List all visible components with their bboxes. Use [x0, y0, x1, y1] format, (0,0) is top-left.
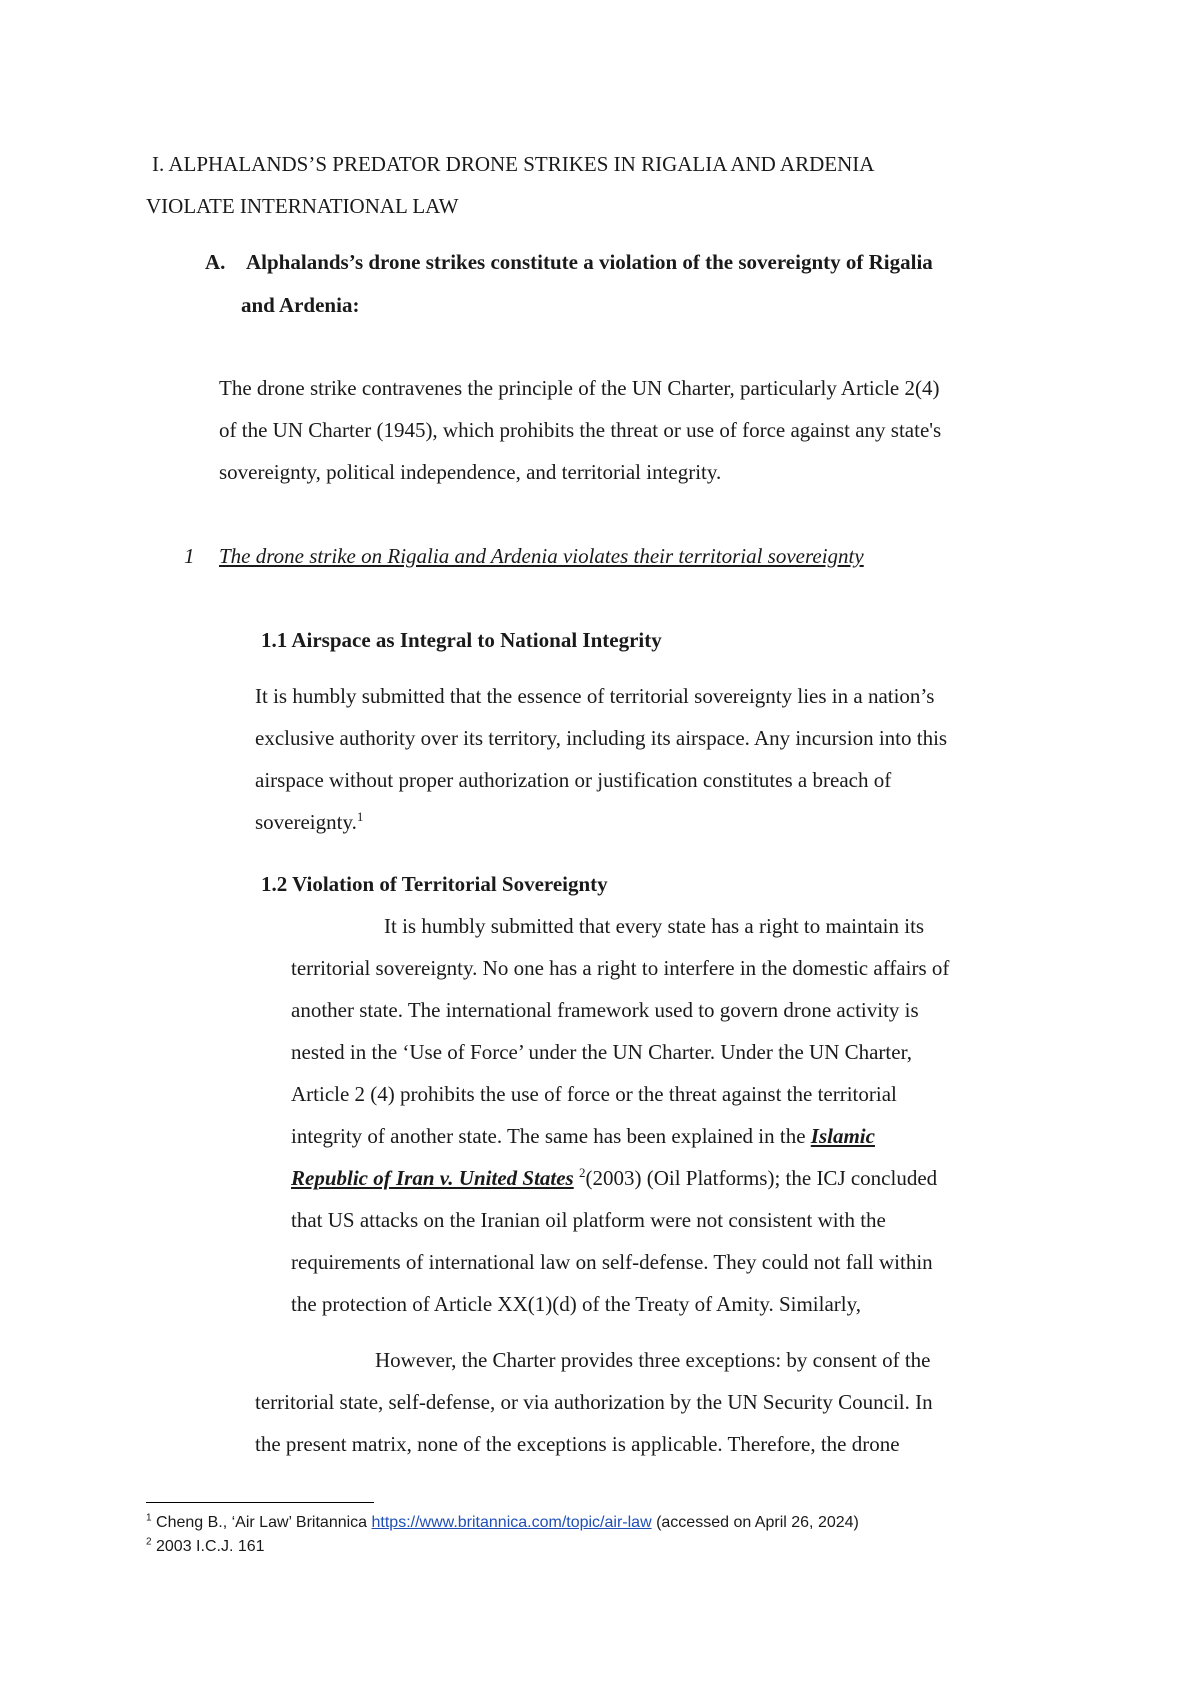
- exceptions-para-line-3: the present matrix, none of the exceptions is applicable. Therefore, the drone: [255, 1432, 900, 1456]
- intro-para-line-2: of the UN Charter (1945), which prohibits the threat or use of force against any state's: [219, 418, 942, 442]
- heading-line-1: I. ALPHALANDS’S PREDATOR DRONE STRIKES IN RIGALIA AND ARDENIA: [152, 152, 875, 176]
- exceptions-para-line-1: However, the Charter provides three exceptions: by consent of the: [375, 1348, 931, 1372]
- footnote-separator: [146, 1502, 374, 1503]
- section-a-title-line-2: and Ardenia:: [241, 293, 360, 317]
- exceptions-para-line-2: territorial state, self-defense, or via authorization by the UN Security Council. In: [255, 1390, 933, 1414]
- section-1-2-line-10: the protection of Article XX(1)(d) of the Treaty of Amity. Similarly,: [291, 1292, 862, 1316]
- case-name-part-2: Republic of Iran v. United States: [291, 1166, 574, 1190]
- footnote-ref-2[interactable]: 2: [578, 1165, 586, 1180]
- subheading-1-title: The drone strike on Rigalia and Ardenia violates their territorial sovereignty: [219, 544, 864, 568]
- section-1-1-line-4: [255, 808, 363, 836]
- footnote-2-text: 2003 I.C.J. 161: [151, 1538, 265, 1555]
- section-1-2-line-6-text: integrity of another state. The same has been explained in the: [291, 1124, 811, 1148]
- section-1-2-title: 1.2 Violation of Territorial Sovereignty: [261, 872, 608, 896]
- section-1-2-line-7-text: (2003) (Oil Platforms); the ICJ concluded: [585, 1166, 938, 1190]
- section-a-marker: A.: [205, 250, 226, 274]
- section-1-2-line-5: Article 2 (4) prohibits the use of force or the threat against the territorial: [291, 1082, 897, 1106]
- section-1-2-line-8: that US attacks on the Iranian oil platform were not consistent with the: [291, 1208, 886, 1232]
- section-1-1-line-1: It is humbly submitted that the essence of territorial sovereignty lies in a nation’s: [255, 684, 935, 708]
- section-1-2-line-7: [291, 1164, 937, 1192]
- footnote-1-number: 1: [146, 1512, 152, 1524]
- footnote-1-text: Cheng B., ‘Air Law’ Britannica: [151, 1514, 372, 1531]
- footnote-2-number: 2: [146, 1536, 152, 1548]
- section-1-1-line-2: exclusive authority over its territory, including its airspace. Any incursion into this: [255, 726, 948, 750]
- section-1-2-line-4: nested in the ‘Use of Force’ under the UN Charter. Under the UN Charter,: [291, 1040, 912, 1064]
- footnote-1-after: (accessed on April 26, 2024): [651, 1514, 859, 1531]
- footnote-2: [146, 1537, 265, 1557]
- subheading-1-number: 1: [184, 544, 195, 568]
- section-1-2-line-1: It is humbly submitted that every state has a right to maintain its: [384, 914, 925, 938]
- section-1-2-line-9: requirements of international law on self-defense. They could not fall within: [291, 1250, 933, 1274]
- section-1-2-line-2: territorial sovereignty. No one has a right to interfere in the domestic affairs of: [291, 956, 950, 980]
- footnote-1-link[interactable]: https://www.britannica.com/topic/air-law: [371, 1514, 652, 1531]
- heading-line-2: VIOLATE INTERNATIONAL LAW: [146, 194, 459, 218]
- section-a-title-line-1: Alphalands’s drone strikes constitute a violation of the sovereignty of Rigalia: [246, 250, 933, 274]
- section-1-1-title: 1.1 Airspace as Integral to National Integrity: [261, 628, 662, 652]
- footnote-ref-1[interactable]: 1: [356, 809, 364, 824]
- section-1-2-line-3: another state. The international framework used to govern drone activity is: [291, 998, 919, 1022]
- case-name-part-1: Islamic: [810, 1124, 875, 1148]
- section-1-1-line-4-text: sovereignty.: [255, 810, 357, 834]
- intro-para-line-1: The drone strike contravenes the principle of the UN Charter, particularly Article 2(4): [219, 376, 940, 400]
- section-1-2-line-6: [291, 1122, 875, 1150]
- footnote-1: [146, 1513, 859, 1533]
- intro-para-line-3: sovereignty, political independence, and territorial integrity.: [219, 460, 722, 484]
- section-1-1-line-3: airspace without proper authorization or justification constitutes a breach of: [255, 768, 892, 792]
